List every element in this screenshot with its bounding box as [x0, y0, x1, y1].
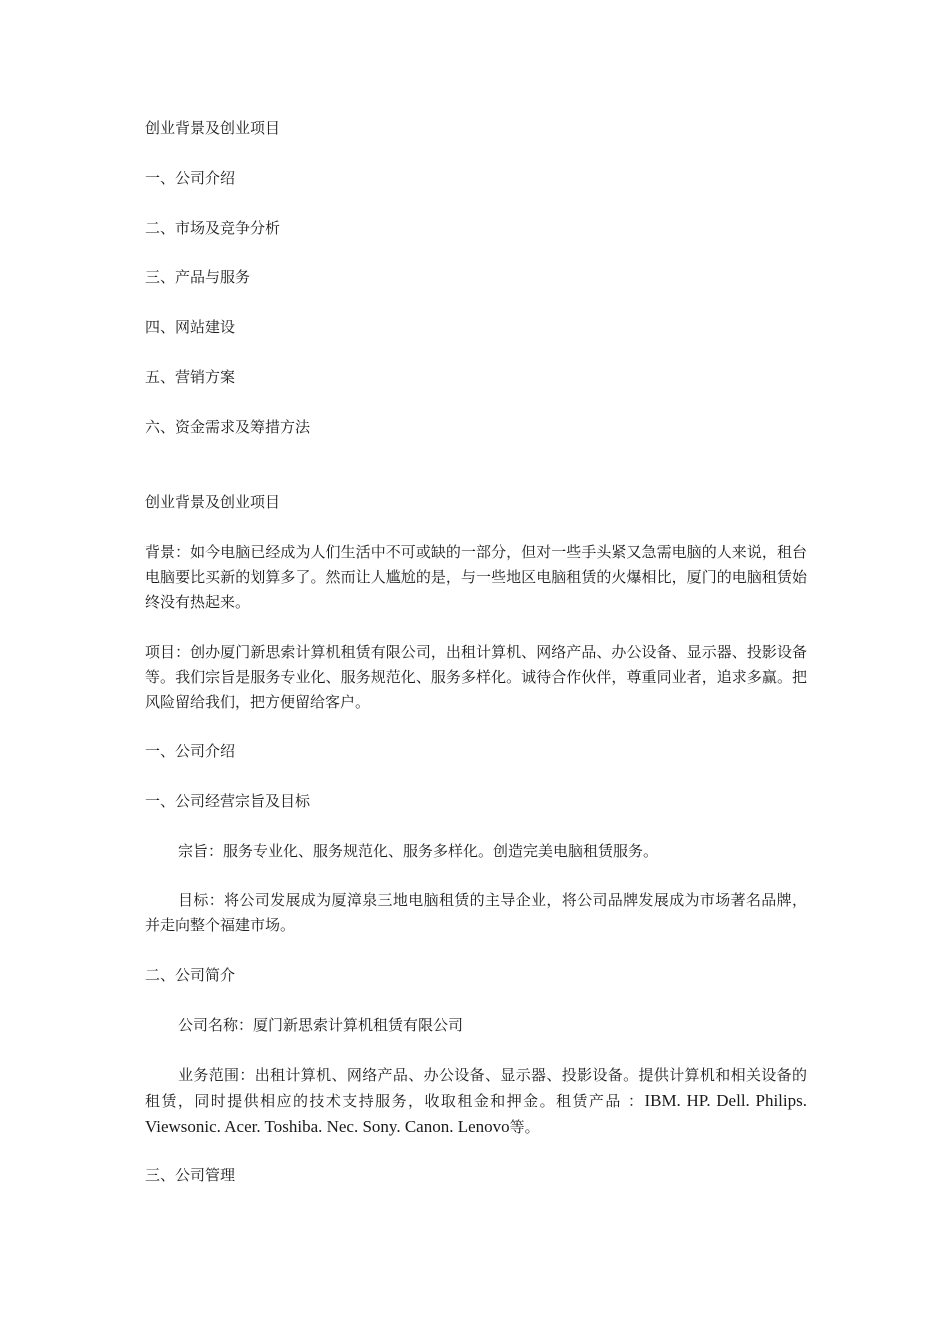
project-paragraph: 项目：创办厦门新思索计算机租赁有限公司，出租计算机、网络产品、办公设备、显示器、投影设备等。我们宗旨是服务专业化、服务规范化、服务多样化。诚待合作伙伴，尊重同业者，追求多赢。把风险留给我们，把方便留给客户。	[145, 643, 807, 711]
brand-list-suffix: 等。	[509, 1118, 540, 1136]
toc-item-website: 四、网站建设	[145, 318, 236, 336]
toc-item-products-services: 三、产品与服务	[145, 268, 251, 286]
heading-company-management: 三、公司管理	[145, 1166, 236, 1184]
toc-item-marketing: 五、营销方案	[145, 368, 236, 386]
business-scope-text: 业务范围：出租计算机、网络产品、办公设备、显示器、投影设备。提供计算机和相关设备的租赁，同时提供相应的技术支持服务，收取租金和押金。租赁产品 ：	[145, 1066, 807, 1110]
heading-purpose-goals: 一、公司经营宗旨及目标	[145, 792, 311, 810]
heading-company-intro: 一、公司介绍	[145, 742, 236, 760]
heading-company-profile: 二、公司简介	[145, 966, 236, 984]
toc-item-company-intro: 一、公司介绍	[145, 169, 236, 187]
goal-paragraph: 目标：将公司发展成为厦漳泉三地电脑租赁的主导企业，将公司品牌发展成为市场著名品牌，并走向整个福建市场。	[145, 891, 807, 934]
background-paragraph: 背景：如今电脑已经成为人们生活中不可或缺的一部分，但对一些手头紧又急需电脑的人来说，租台电脑要比买新的划算多了。然而让人尴尬的是，与一些地区电脑租赁的火爆相比，厦门的电脑租赁始终没有热起来。	[145, 543, 807, 611]
brand-list: IBM. HP. Dell. Philips. Viewsonic. Acer. Toshiba. Nec. Sony. Canon. Lenovo	[145, 1091, 807, 1136]
section-title: 创业背景及创业项目	[145, 493, 281, 511]
company-name-line: 公司名称：厦门新思索计算机租赁有限公司	[178, 1016, 464, 1034]
toc-item-market-analysis: 二、市场及竞争分析	[145, 219, 281, 237]
business-scope-paragraph	[145, 1063, 807, 1140]
toc-title: 创业背景及创业项目	[145, 119, 281, 137]
purpose-paragraph: 宗旨：服务专业化、服务规范化、服务多样化。创造完美电脑租赁服务。	[178, 842, 659, 860]
toc-item-funding: 六、资金需求及筹措方法	[145, 418, 311, 436]
